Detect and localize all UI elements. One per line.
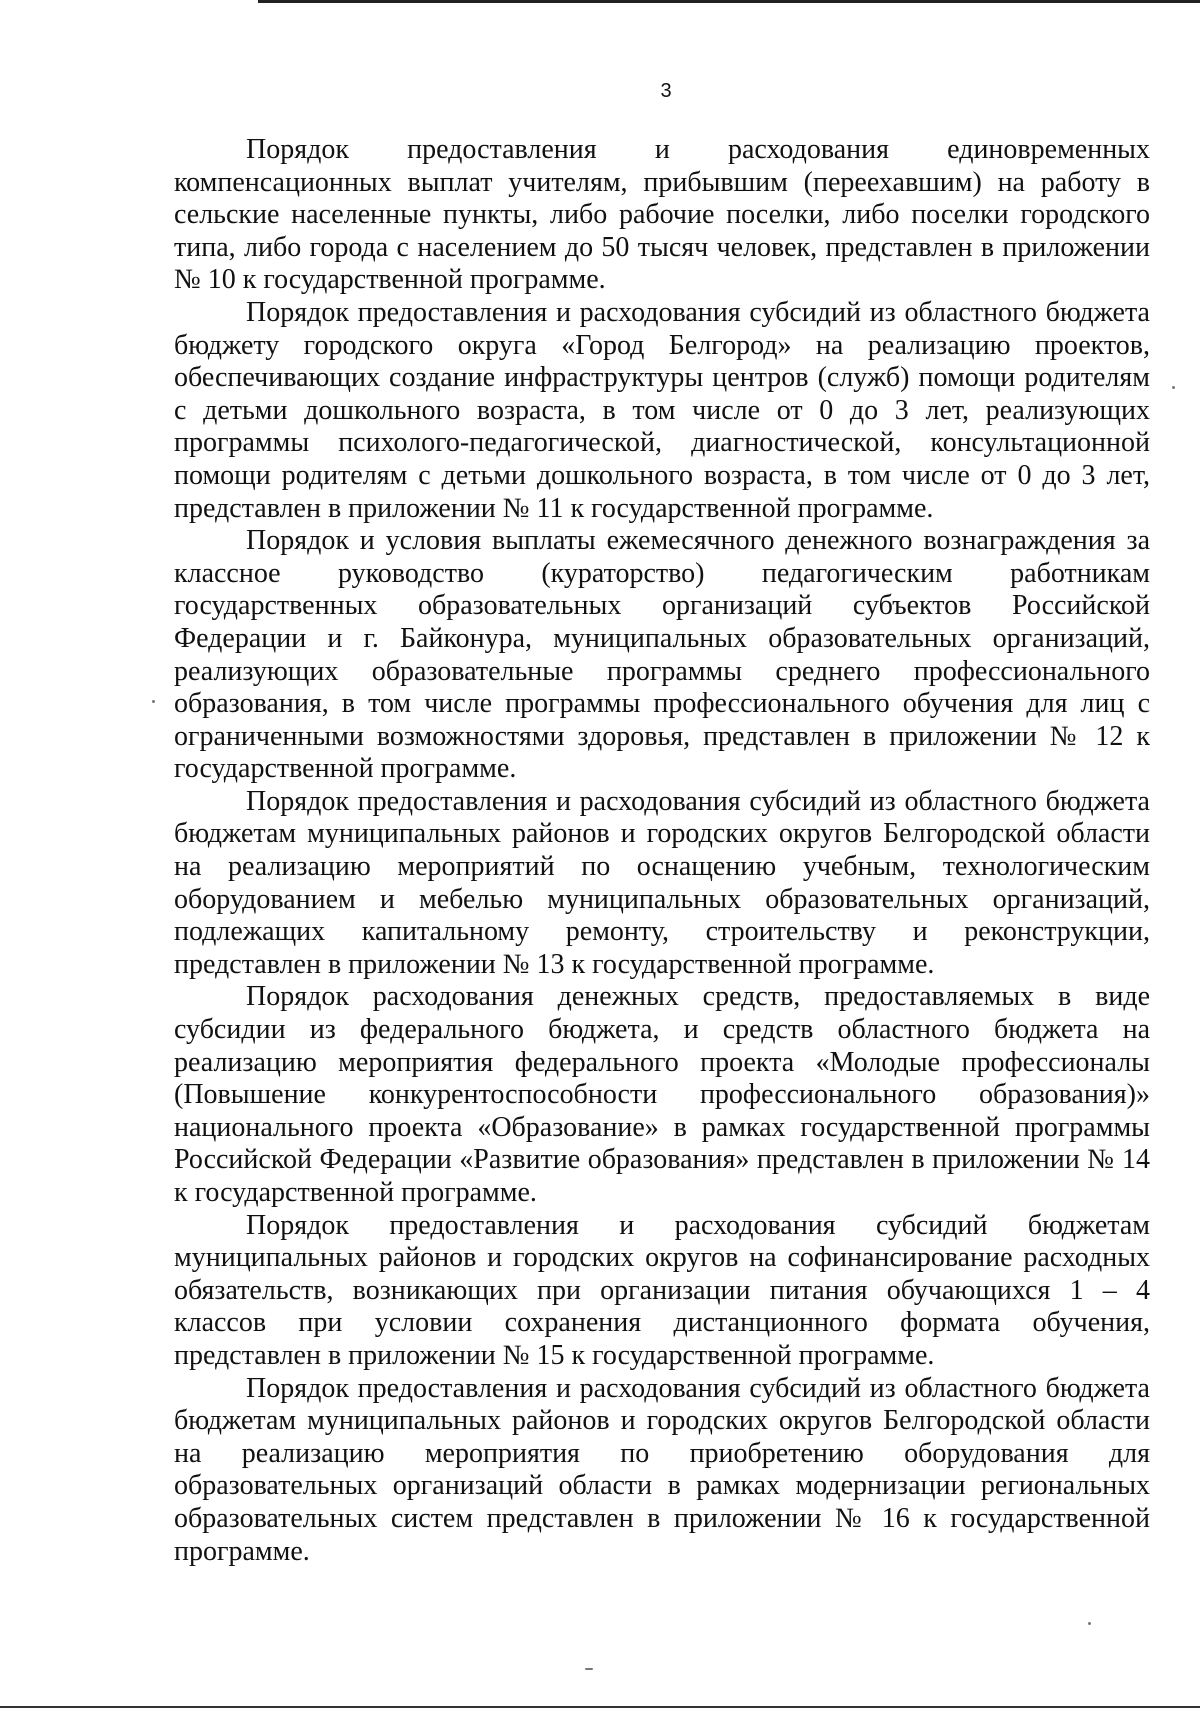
paragraph-appendix-14: Порядок расходования денежных средств, предоставляемых в виде субсидии из федерального бюджета, и средств областного бюджета на реализацию мероприятия федерального проекта «Молодые профессионалы (Повышение конкурентоспособности профессионального образования)» национального проекта «Образование» в рамках государственной программы Российской Федерации «Развитие образования» представлен в приложении № 14 к государственной программе. bbox=[174, 981, 1150, 1208]
paragraph-appendix-12: Порядок и условия выплаты ежемесячного денежного вознаграждения за классное руководство (кураторство) педагогическим работникам государственных образовательных организаций субъектов Российской Федерации и г. Байконура, муниципальных образовательных организаций, реализующих образовательные программы среднего профессионального образования, в том числе программы профессионального обучения для лиц с ограниченными возможностями здоровья, представлен в приложении № 12 к государственной программе. bbox=[174, 525, 1150, 785]
paragraph-appendix-15: Порядок предоставления и расходования субсидий бюджетам муниципальных районов и городских округов на софинансирование расходных обязательств, возникающих при организации питания обучающихся 1 – 4 классов при условии сохранения дистанционного формата обучения, представлен в приложении № 15 к государственной программе. bbox=[174, 1209, 1150, 1371]
paragraph-appendix-11: Порядок предоставления и расходования субсидий из областного бюджета бюджету городского округа «Город Белгород» на реализацию проектов, обеспечивающих создание инфраструктуры центров (служб) помощи родителям с детьми дошкольного возраста, в том числе от 0 до 3 лет, реализующих программы психолого-педагогической, диагностической, консультационной помощи родителям с детьми дошкольного возраста, в том числе от 0 до 3 лет, представлен в приложении № 11 к государственной программе. bbox=[174, 296, 1150, 524]
paragraph-appendix-16: Порядок предоставления и расходования субсидий из областного бюджета бюджетам муниципальных районов и городских округов Белгородской области на реализацию мероприятия по приобретению оборудования для образовательных организаций области в рамках модернизации региональных образовательных систем представлен в приложении № 16 к государственной программе. bbox=[174, 1372, 1150, 1567]
paragraph-appendix-13: Порядок предоставления и расходования субсидий из областного бюджета бюджетам муниципальных районов и городских округов Белгородской области на реализацию мероприятий по оснащению учебным, технологическим оборудованием и мебелью муниципальных образовательных организаций, подлежащих капитальному ремонту, строительству и реконструкции, представлен в приложении № 13 к государственной программе. bbox=[174, 785, 1150, 980]
scan-speck bbox=[585, 1668, 593, 1670]
scan-speck bbox=[1088, 1622, 1091, 1625]
scan-speck bbox=[152, 700, 155, 703]
paragraph-appendix-10: Порядок предоставления и расходования единовременных компенсационных выплат учителям, прибывшим (переехавшим) на работу в сельские населенные пункты, либо рабочие поселки, либо поселки городского типа, либо города с населением до 50 тысяч человек, представлен в приложении № 10 к государственной программе. bbox=[174, 134, 1150, 296]
page-number: 3 bbox=[660, 80, 672, 102]
document-body bbox=[174, 134, 1150, 1568]
bottom-scan-edge bbox=[0, 1706, 1200, 1708]
scan-speck bbox=[1172, 386, 1175, 389]
top-scan-edge bbox=[258, 0, 1200, 3]
